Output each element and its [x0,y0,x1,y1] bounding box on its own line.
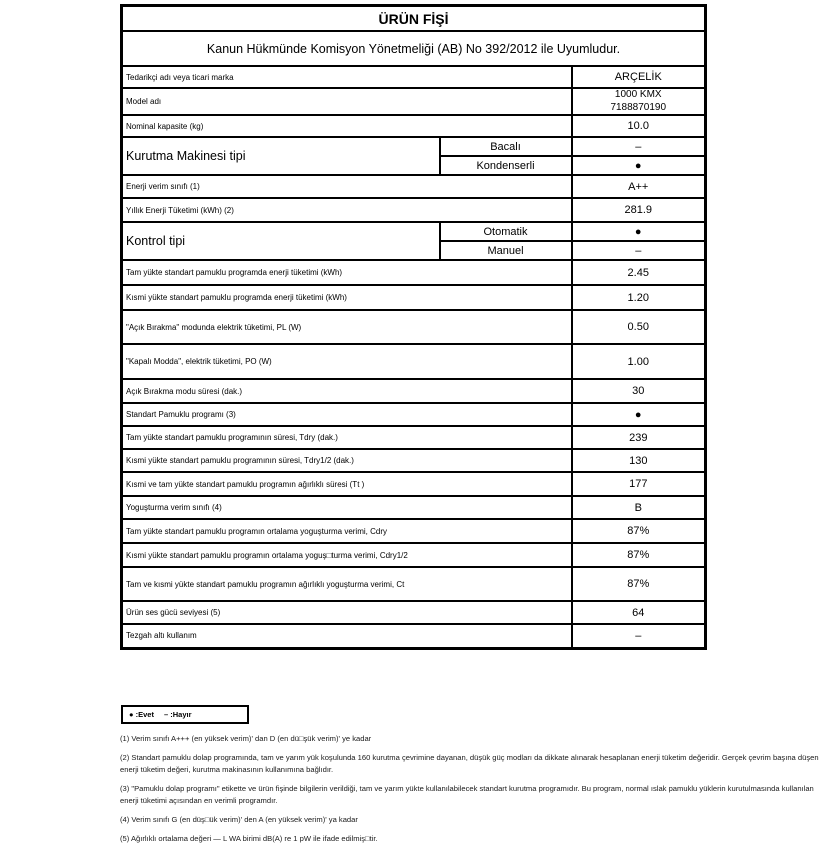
row-control-type-auto [122,222,706,241]
row-left-on-mode-power [122,310,706,344]
legend-yes [129,710,154,719]
off-mode-power-value: 1.00 [572,344,706,379]
product-fiche-sheet [120,4,706,650]
document-title: ÜRÜN FİŞİ [122,6,706,32]
model-value-line2: 7188870190 [610,101,667,113]
partial-load-energy-value: 1.20 [572,285,706,310]
full-load-condensation-label: Tam yükte standart pamuklu programın ortalama yoguşturma verimi, Cdry [122,519,572,543]
partial-load-condensation-label: Kısmi yükte standart pamuklu programın ortalama yoguş□turma verimi, Cdry1/2 [122,543,572,567]
condensation-class-label: Yoguşturma verim sınıfı (4) [122,496,572,519]
row-dryer-type-vented [122,137,706,156]
footnote-4: (4) Verim sınıfı G (en düş□ük verim)' den A (en yüksek verim)' ya kadar [120,814,358,824]
footnote-5: (5) Ağırlıklı ortalama değeri — L WA birimi dB(A) re 1 pW ile ifade edilmiş□tir. [120,834,378,844]
row-partial-load-condensation [122,543,706,567]
full-load-condensation-value: 87% [572,519,706,543]
standard-cotton-programme-label: Standart Pamuklu programı (3) [122,403,572,426]
row-supplier [122,66,706,88]
condensation-class-value: B [572,496,706,519]
footnote-1: (1) Verim sınıfı A+++ (en yüksek verim)' dan D (en dü□şük verim)' ye kadar [120,734,372,743]
footnote-2: (2) Standart pamuklu dolap programında, tam ve yarım yük koşulunda 160 kurutma çevrimine dayanan, düşük güç modları da dikkate alınarak hesaplanan enerji tüketim değeridir. Gerçek çevrim başına düşen enerji tüketim değeri, kurutma makinasının kullanımına bağlıdır. [120,753,819,774]
row-full-load-time [122,426,706,449]
control-type-option-manual: Manuel [440,241,572,260]
row-left-on-duration [122,379,706,403]
row-weighted-condensation [122,567,706,601]
sound-power-label: Ürün ses gücü seviyesi (5) [122,601,572,624]
standard-cotton-programme-value: ● [572,403,706,426]
row-partial-load-time [122,449,706,472]
weighted-condensation-label: Tam ve kısmi yükte standart pamuklu programın ağırlıklı yoguşturma verimi, Ct [122,567,572,601]
control-type-option-auto: Otomatik [440,222,572,241]
off-mode-power-label: "Kapalı Modda", elektrik tüketimi, PO (W) [122,344,572,379]
weighted-condensation-value: 87% [572,567,706,601]
model-value [572,88,706,115]
model-label: Model adı [122,88,572,115]
left-on-duration-label: Açık Bırakma modu süresi (dak.) [122,379,572,403]
supplier-value: ARÇELİK [572,66,706,88]
legend-no-label: :Hayır [170,710,192,719]
row-sound-power [122,601,706,624]
row-model [122,88,706,115]
row-off-mode-power [122,344,706,379]
partial-load-time-value: 130 [572,449,706,472]
full-load-time-label: Tam yükte standart pamuklu programının süresi, Tdry (dak.) [122,426,572,449]
row-full-load-energy [122,260,706,285]
legend-box [121,705,249,724]
energy-class-value: A++ [572,175,706,198]
row-partial-load-energy [122,285,706,310]
control-type-auto-value: ● [572,222,706,241]
undercounter-label: Tezgah altı kullanım [122,624,572,648]
full-load-time-value: 239 [572,426,706,449]
legend-yes-label: :Evet [135,710,154,719]
control-type-label: Kontrol tipi [122,222,440,260]
row-standard-cotton-programme [122,403,706,426]
dryer-type-option-vented: Bacalı [440,137,572,156]
filled-circle-icon: ● [129,710,134,719]
dash-icon: – [163,710,169,719]
annual-energy-label: Yıllık Enerji Tüketimi (kWh) (2) [122,198,572,222]
weighted-time-value: 177 [572,472,706,496]
dryer-type-label: Kurutma Makinesi tipi [122,137,440,175]
full-load-energy-label: Tam yükte standart pamuklu programda enerji tüketimi (kWh) [122,260,572,285]
row-full-load-condensation [122,519,706,543]
weighted-time-label: Kısmi ve tam yükte standart pamuklu programın ağırlıklı süresi (Tt ) [122,472,572,496]
control-type-manual-value: – [572,241,706,260]
undercounter-value: – [572,624,706,648]
row-energy-class [122,175,706,198]
row-condensation-class [122,496,706,519]
supplier-label: Tedarikçi adı veya ticari marka [122,66,572,88]
row-undercounter [122,624,706,648]
row-annual-energy [122,198,706,222]
footnotes [120,733,832,853]
capacity-value: 10.0 [572,115,706,137]
annual-energy-value: 281.9 [572,198,706,222]
legend-no [164,710,192,719]
row-capacity [122,115,706,137]
row-weighted-time [122,472,706,496]
model-value-line1: 1000 KMX [614,89,662,100]
dryer-type-option-condenser: Kondenserli [440,156,572,175]
title-row [122,6,706,32]
partial-load-time-label: Kısmi yükte standart pamuklu programının süresi, Tdry1/2 (dak.) [122,449,572,472]
left-on-duration-value: 30 [572,379,706,403]
partial-load-condensation-value: 87% [572,543,706,567]
left-on-mode-power-label: "Açık Bırakma" modunda elektrik tüketimi, PL (W) [122,310,572,344]
capacity-label: Nominal kapasite (kg) [122,115,572,137]
footnote-3: (3) "Pamuklu dolap programı" etikette ve ürün fişinde bilgilerin verildiği, tam ve yarım yükte kullanılabilecek standart kurutma programıdır. Bu program, normal ıslak pamuklu yüklerin kurutulmasında kullanılan enerji tüketimi açısından en verimli programdır. [120,784,814,805]
full-load-energy-value: 2.45 [572,260,706,285]
left-on-mode-power-value: 0.50 [572,310,706,344]
subtitle-row [122,31,706,66]
sound-power-value: 64 [572,601,706,624]
dryer-type-vented-value: – [572,137,706,156]
dryer-type-condenser-value: ● [572,156,706,175]
compliance-statement: Kanun Hükmünde Komisyon Yönetmeliği (AB) No 392/2012 ile Uyumludur. [122,31,706,66]
fiche-table [120,4,707,650]
partial-load-energy-label: Kısmi yükte standart pamuklu programda enerji tüketimi (kWh) [122,285,572,310]
energy-class-label: Enerji verim sınıfı (1) [122,175,572,198]
